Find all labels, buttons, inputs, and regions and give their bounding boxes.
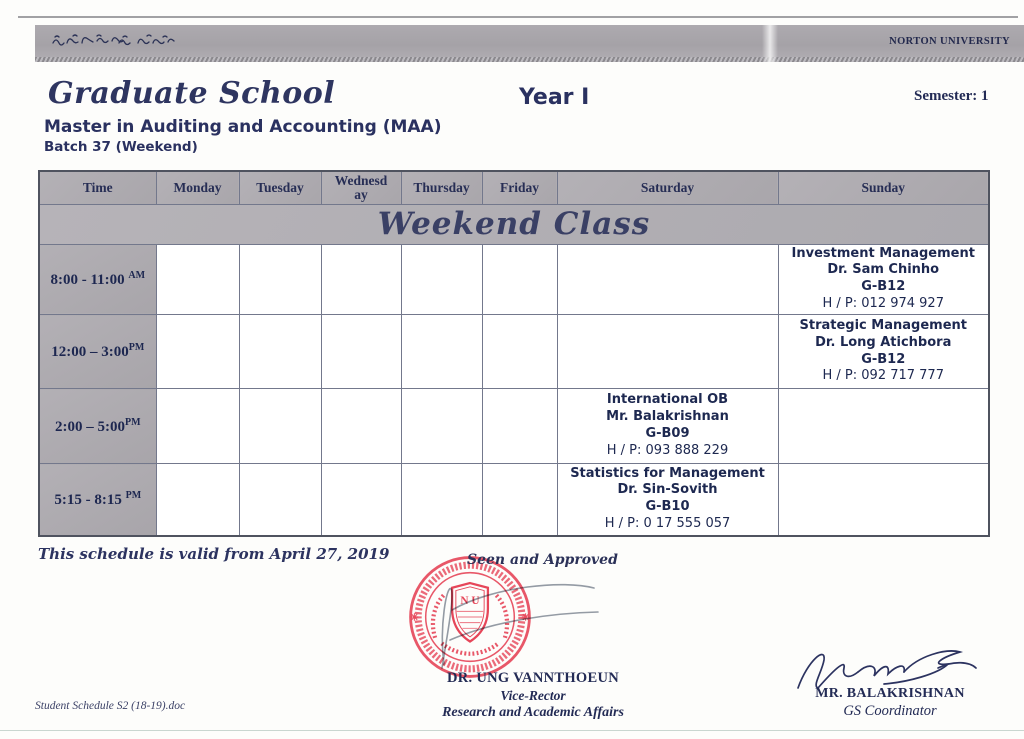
course-cell: [778, 244, 989, 315]
empty-cell: [156, 315, 239, 389]
table-row: [39, 464, 989, 536]
meridiem: PM: [128, 342, 145, 354]
empty-cell: [239, 244, 321, 315]
time-text: 12:00 – 3:00: [51, 344, 129, 361]
vice-rector-signature: [412, 568, 607, 673]
room-code: G-B12: [861, 351, 906, 367]
room-code: G-B09: [645, 426, 690, 442]
col-header-wednesday: Wednesday: [321, 171, 401, 204]
program-title: Master in Auditing and Accounting (MAA): [44, 117, 442, 137]
validity-note: This schedule is valid from April 27, 2019: [38, 545, 390, 563]
weekend-class-banner: [39, 204, 989, 244]
time-slot: [39, 244, 156, 315]
course-name: Investment Management: [791, 245, 975, 261]
scan-streak: [762, 25, 778, 62]
table-row: [39, 315, 989, 389]
table-row: [39, 244, 989, 315]
empty-cell: [321, 315, 401, 389]
time-slot: [39, 315, 156, 389]
course-name: Statistics for Management: [570, 465, 765, 481]
scan-edge-line-top: [18, 16, 1018, 18]
empty-cell: [482, 244, 557, 315]
document-filename: Student Schedule S2 (18-19).doc: [35, 700, 186, 712]
course-cell: [778, 315, 989, 389]
time-slot: [39, 389, 156, 464]
table-row: [39, 389, 989, 464]
room-code: G-B12: [861, 279, 906, 295]
time-slot: [39, 464, 156, 536]
phone-number: H / P: 0 17 555 057: [604, 516, 731, 532]
empty-cell: [778, 464, 989, 536]
col-header-tuesday: Tuesday: [239, 171, 321, 204]
lecturer-name: Dr. Sin-Sovith: [617, 482, 718, 498]
empty-cell: [778, 389, 989, 464]
course-name: Strategic Management: [799, 317, 967, 333]
page-title-school: Graduate School: [48, 76, 336, 111]
empty-cell: [482, 315, 557, 389]
banner-row: [39, 204, 989, 244]
coordinator-block: [780, 686, 1000, 720]
table-header-row: [39, 171, 989, 204]
empty-cell: [321, 464, 401, 536]
meridiem: PM: [125, 489, 142, 501]
batch-label: Batch 37 (Weekend): [44, 139, 198, 155]
empty-cell: [239, 315, 321, 389]
empty-cell: [557, 244, 778, 315]
letterhead-bar: [35, 25, 1024, 62]
empty-cell: [239, 389, 321, 464]
phone-number: H / P: 093 888 229: [606, 442, 729, 458]
lecturer-name: Mr. Balakrishnan: [606, 409, 729, 425]
schedule-table: [38, 170, 990, 537]
banner-text: Weekend Class: [377, 206, 651, 242]
course-name: International OB: [606, 392, 729, 408]
coordinator-name: MR. BALAKRISHNAN: [815, 686, 965, 701]
empty-cell: [156, 464, 239, 536]
empty-cell: [156, 244, 239, 315]
approver-title: Vice-Rector: [500, 688, 566, 703]
empty-cell: [401, 315, 482, 389]
empty-cell: [401, 244, 482, 315]
approval-note: Seen and Approved: [467, 552, 618, 568]
scan-edge-line-bottom: [0, 730, 1024, 731]
col-header-sunday: Sunday: [778, 171, 989, 204]
col-header-friday: Friday: [482, 171, 557, 204]
semester-label: Semester: 1: [914, 88, 989, 104]
room-code: G-B10: [645, 499, 690, 515]
empty-cell: [482, 389, 557, 464]
lecturer-name: Dr. Sam Chinho: [827, 262, 940, 278]
empty-cell: [482, 464, 557, 536]
empty-cell: [321, 244, 401, 315]
approver-department: Research and Academic Affairs: [442, 705, 624, 720]
empty-cell: [401, 464, 482, 536]
col-header-monday: Monday: [156, 171, 239, 204]
meridiem: AM: [128, 269, 146, 281]
year-label: Year I: [519, 85, 590, 110]
col-header-saturday: Saturday: [557, 171, 778, 204]
meridiem: PM: [124, 416, 141, 428]
phone-number: H / P: 012 974 927: [822, 296, 944, 312]
empty-cell: [401, 389, 482, 464]
lecturer-name: Dr. Long Atichbora: [815, 334, 952, 350]
khmer-university-name: [51, 33, 201, 49]
time-text: 8:00 - 11:00: [50, 271, 125, 288]
time-text: 2:00 – 5:00: [54, 418, 125, 435]
time-text: 5:15 - 8:15: [54, 491, 122, 508]
empty-cell: [156, 389, 239, 464]
col-header-thursday: Thursday: [401, 171, 482, 204]
course-cell: [557, 389, 778, 464]
col-header-time: Time: [39, 171, 156, 204]
empty-cell: [239, 464, 321, 536]
coordinator-title: GS Coordinator: [843, 703, 937, 719]
approver-block: [408, 670, 658, 721]
empty-cell: [557, 315, 778, 389]
seal-monogram: N U: [460, 594, 480, 607]
empty-cell: [321, 389, 401, 464]
phone-number: H / P: 092 717 777: [822, 368, 944, 384]
course-cell: [557, 464, 778, 536]
university-name: NORTON UNIVERSITY: [889, 35, 1010, 47]
approver-name: DR. UNG VANNTHOEUN: [446, 670, 620, 686]
